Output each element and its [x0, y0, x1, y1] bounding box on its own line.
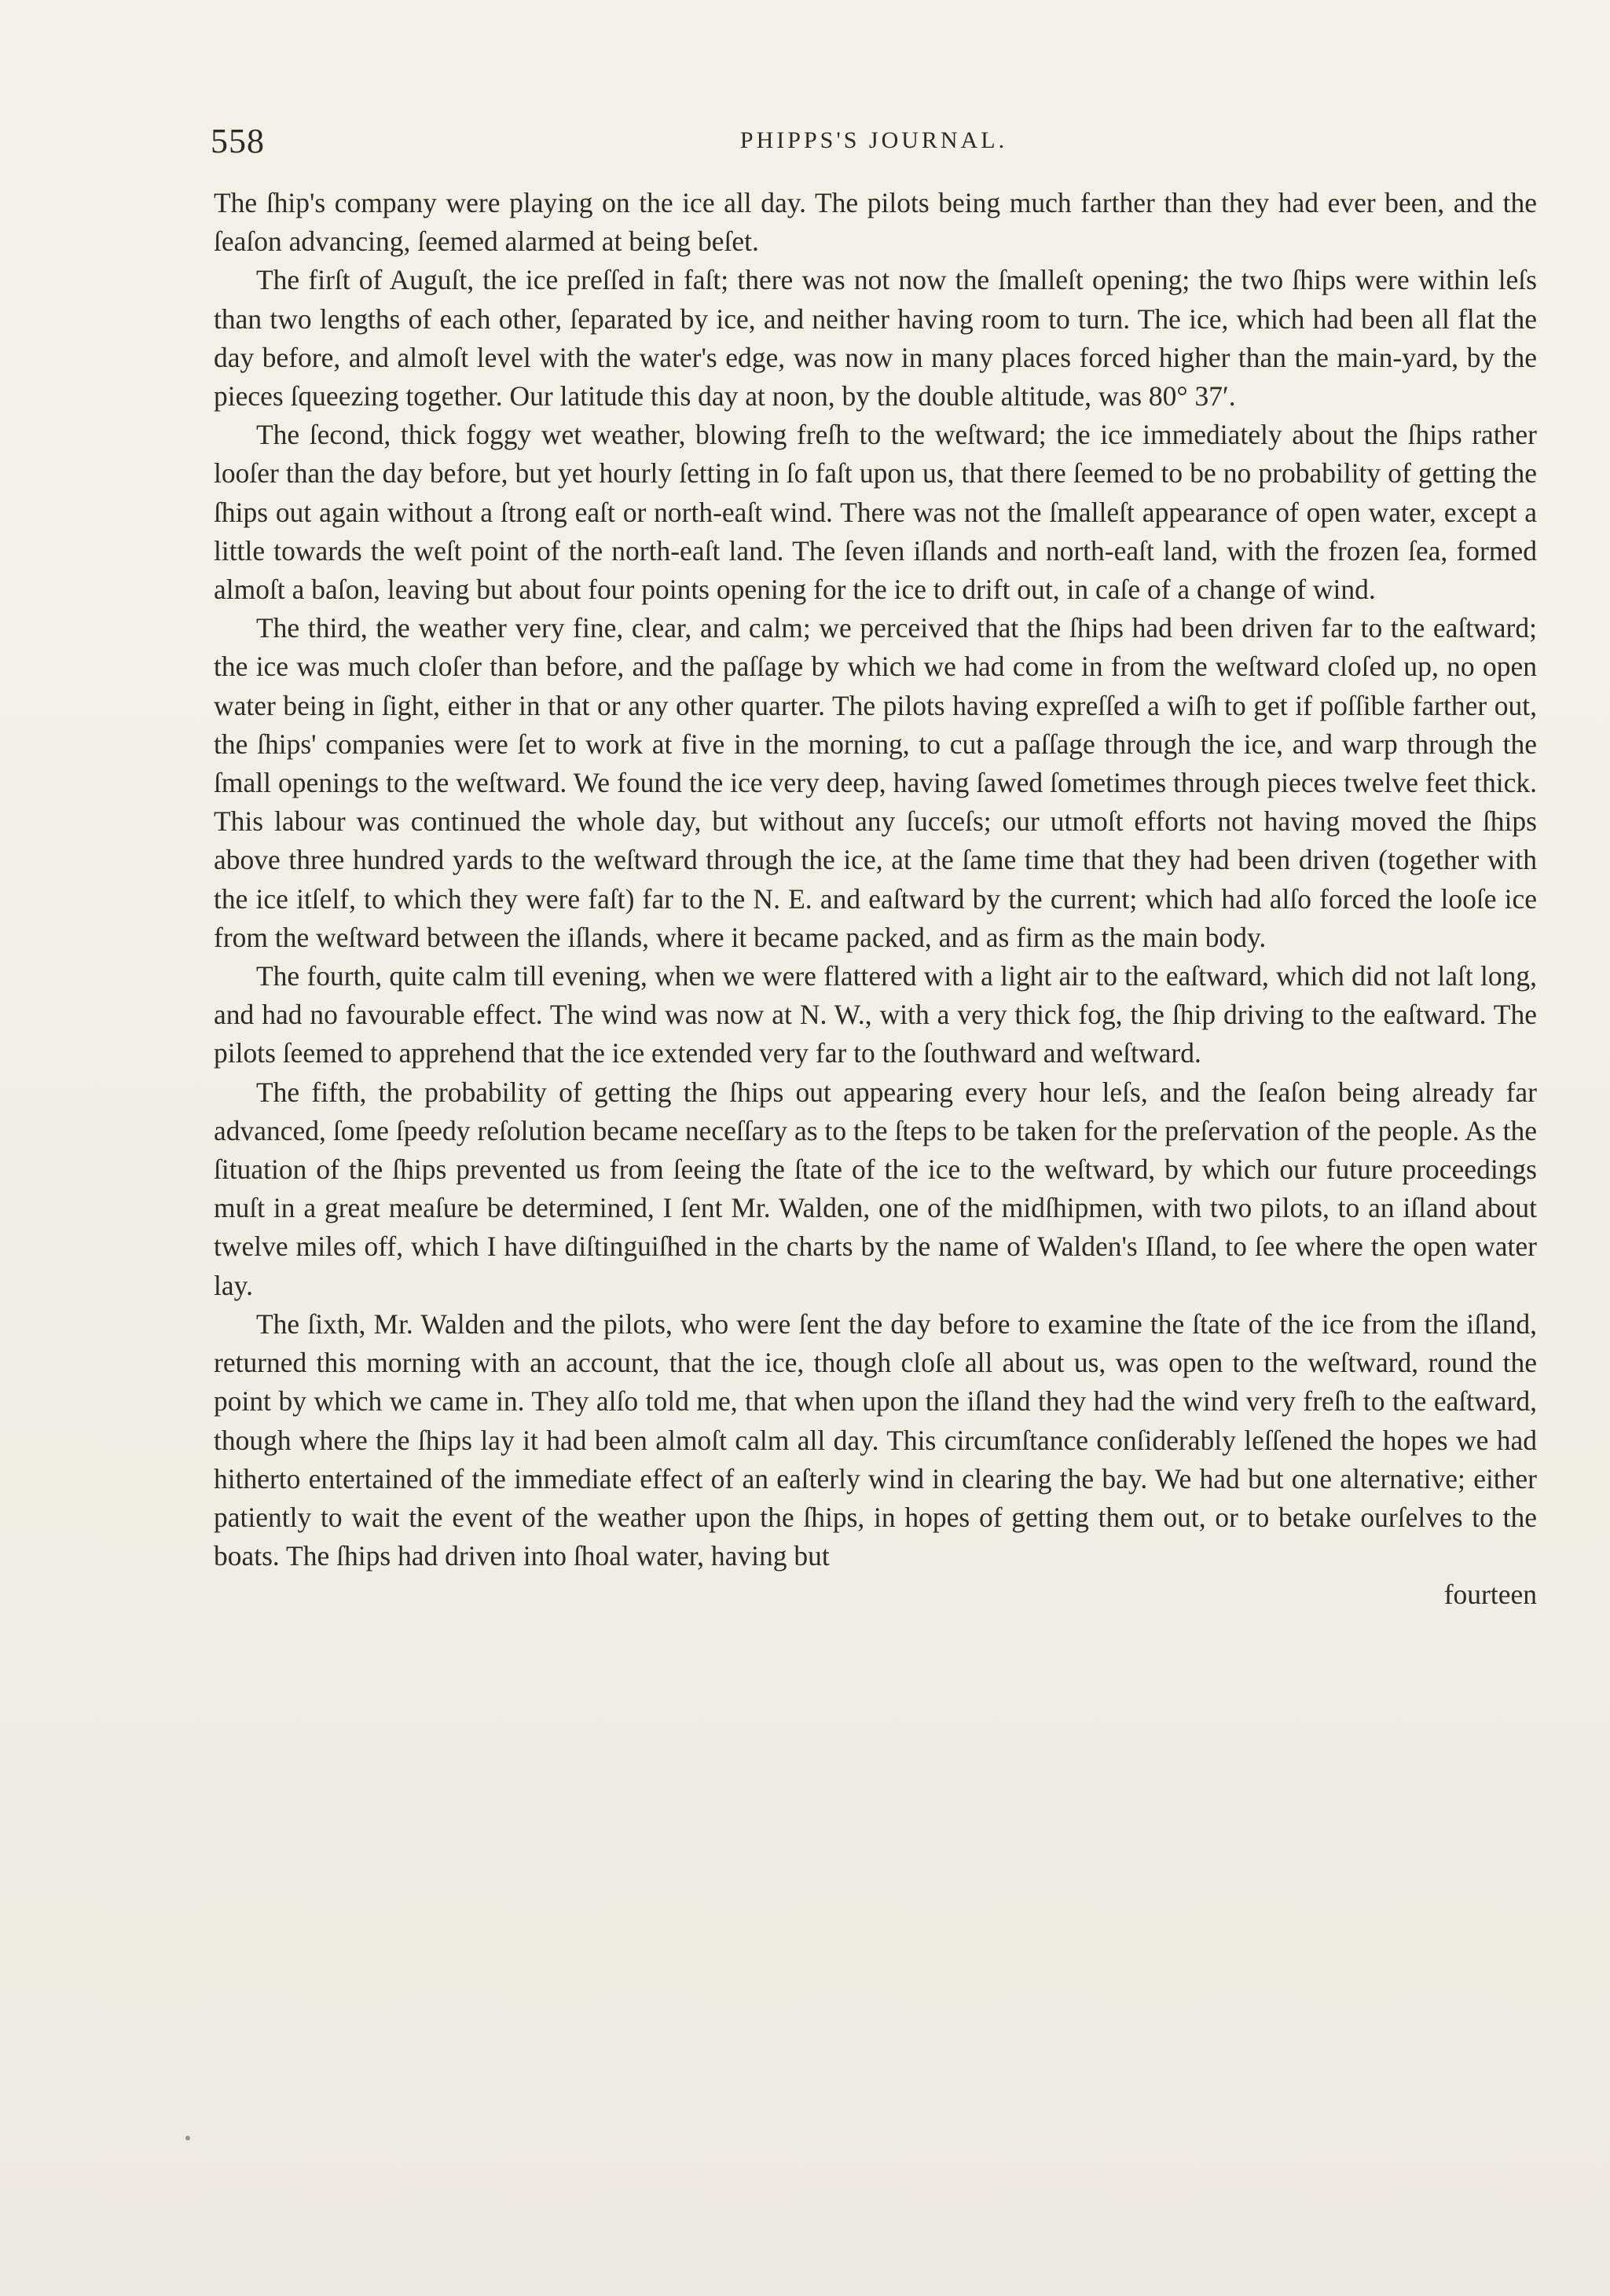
page-header — [211, 118, 1537, 165]
running-head: PHIPPS'S JOURNAL. — [739, 127, 1008, 153]
paragraph: The firſt of Auguſt, the ice preſſed in faſt; there was not now the ſmalleſt opening; the two ſhips were within leſs than two lengths of each other, ſeparated by ice, and neither having room to turn. The ice, which had been all flat the day before, and almoſt level with the water's edge, was now in many places forced higher than the main-yard, by the pieces ſqueezing together. Our latitude this day at noon, by the double altitude, was 80° 37′. — [214, 264, 1537, 413]
catchword: fourteen — [1443, 1579, 1537, 1611]
paragraph: The third, the weather very fine, clear, and calm; we perceived that the ſhips had been driven far to the eaſtward; the ice was much cloſer than before, and the paſſage by which we had come in from the weſtward cloſed up, no open water being in ſight, either in that or any other quarter. The pilots having expreſſed a wiſh to get if poſſible farther out, the ſhips' companies were ſet to work at five in the morning, to cut a paſſage through the ice, and warp through the ſmall openings to the weſtward. We found the ice very deep, having ſawed ſometimes through pieces twelve feet thick. This labour was continued the whole day, but without any ſucceſs; our utmoſt efforts not having moved the ſhips above three hundred yards to the weſtward through the ice, at the ſame time that they had been driven (together with the ice itſelf, to which they were faſt) far to the N. E. and eaſtward by the current; which had alſo forced the looſe ice from the weſtward between the iſlands, where it became packed, and as firm as the main body. — [214, 612, 1537, 953]
ink-speck — [185, 2136, 190, 2140]
paragraph: The ſecond, thick foggy wet weather, blowing freſh to the weſtward; the ice immediately about the ſhips rather looſer than the day before, but yet hourly ſetting in ſo faſt upon us, that there ſeemed to be no probability of getting the ſhips out again without a ſtrong eaſt or north-eaſt wind. There was not the ſmalleſt appearance of open water, except a little towards the weſt point of the north-eaſt land. The ſeven iſlands and north-eaſt land, with the frozen ſea, formed almoſt a baſon, leaving but about four points opening for the ice to drift out, in caſe of a change of wind. — [214, 419, 1537, 606]
paragraph: The fifth, the probability of getting the ſhips out appearing every hour leſs, and the ſeaſon being already far advanced, ſome ſpeedy reſolution became neceſſary as to the ſteps to be taken for the preſervation of the people. As the ſituation of the ſhips prevented us from ſeeing the ſtate of the ice to the weſtward, by which our future proceedings muſt in a great meaſure be determined, I ſent Mr. Walden, one of the midſhipmen, with two pilots, to an iſland about twelve miles off, which I have diſtinguiſhed in the charts by the name of Walden's Iſland, to ſee where the open water lay. — [214, 1076, 1537, 1301]
journal-text — [214, 184, 1537, 1615]
paragraph: The ſixth, Mr. Walden and the pilots, who were ſent the day before to examine the ſtate of the ice from the iſland, returned this morning with an account, that the ice, though cloſe all about us, was open to the weſtward, round the point by which we came in. They alſo told me, that when upon the iſland they had the wind very freſh to the eaſtward, though where the ſhips lay it had been almoſt calm all day. This circumſtance conſiderably leſſened the hopes we had hitherto entertained of the immediate effect of an eaſterly wind in clearing the bay. We had but one alternative; either patiently to wait the event of the weather upon the ſhips, in hopes of getting them out, or to betake ourſelves to the boats. The ſhips had driven into ſhoal water, having but — [214, 1308, 1537, 1572]
paragraph: The ſhip's company were playing on the ice all day. The pilots being much farther than they had ever been, and the ſeaſon advancing, ſeemed alarmed at being beſet. — [214, 187, 1537, 258]
paragraph: The fourth, quite calm till evening, when we were flattered with a light air to the eaſtward, which did not laſt long, and had no favourable effect. The wind was now at N. W., with a very thick fog, the ſhip driving to the eaſtward. The pilots ſeemed to apprehend that the ice extended very far to the ſouthward and weſtward. — [214, 960, 1537, 1069]
page-number: 558 — [211, 122, 265, 160]
